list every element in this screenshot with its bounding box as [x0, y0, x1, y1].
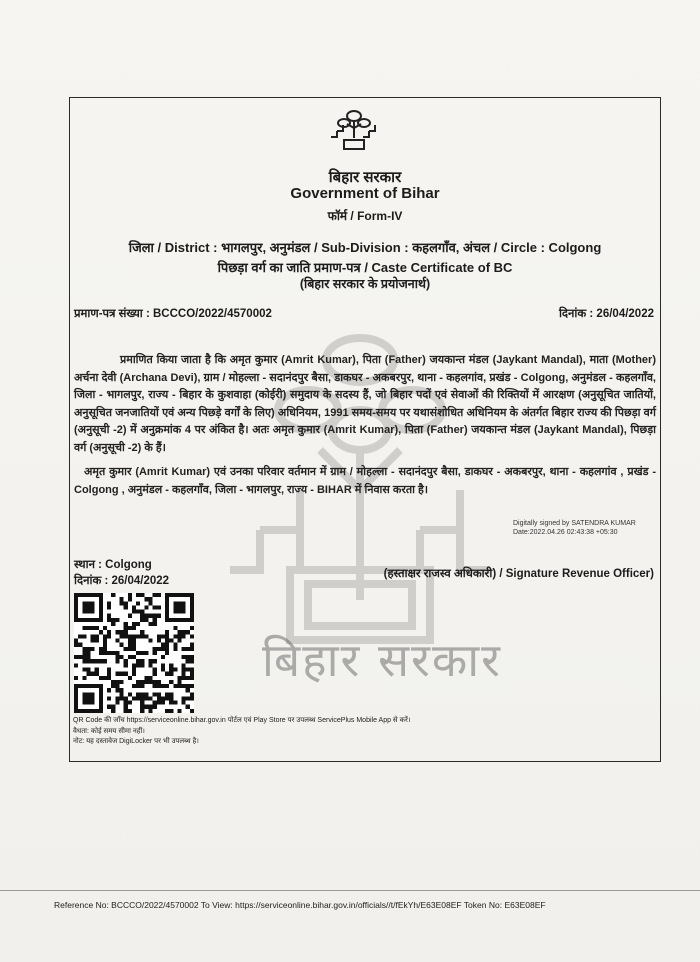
watermark-text: बिहार सरकार	[262, 633, 502, 687]
certificate-date: दिनांक : 26/04/2022	[558, 308, 654, 320]
place-label: स्थान : Colgong	[74, 559, 152, 571]
certificate-purpose: (बिहार सरकार के प्रयोजनार्थ)	[299, 277, 431, 291]
digital-signature-date: Date:2022.04.26 02:43:38 +05:30	[513, 529, 618, 536]
certificate-title: पिछड़ा वर्ग का जाति प्रमाण-पत्र / Caste Certificate of BC	[217, 260, 513, 275]
note-digilocker: नोट: यह दस्तावेज DigiLocker पर भी उपलब्ध है।	[73, 738, 199, 745]
qr-code-icon[interactable]	[74, 593, 194, 713]
note-validity: वैधता: कोई समय सीमा नहीं।	[73, 727, 145, 735]
place-date: दिनांक : 26/04/2022	[74, 575, 170, 587]
reference-footer: Reference No: BCCCO/2022/4570002 To View: https://serviceonline.bihar.gov.in/officials//t/fEkYh/E63E08EF Token No: E63E08EF	[54, 900, 546, 910]
certificate-paragraph-1: प्रमाणित किया जाता है कि अमृत कुमार (Amrit Kumar), पिता (Father) जयकान्त मंडल (Jaykant Mandal), माता (Mother) अर्चना देवी (Archana Devi), ग्राम / मोहल्ला - सदानंदपुर बैसा, डाकघर - अकबरपुर, थाना - कहलगांव, प्रखंड - Colgong, अनुमंडल - कहलगाँव, जिला - भागलपुर, राज्य - बिहार के कुशवाहा (कोईरी) समुदाय के सदस्य हैं, जो बिहार पदों एवं सेवाओं की रिक्तियों में आरक्षण (अनुसूचित जातियों, अनुसूचित जनजातियों एवं अन्य पिछड़े वर्गों के लिए) अधिनियम, 1991 समय-समय पर यथासंशोधित अधिनियम के अंतर्गत बिहार राज्य की पिछड़ा वर्ग (अनुसूची -2) में अनुक्रमांक 4 पर अंकित है। अतः अमृत कुमार (Amrit Kumar), पिता (Father) जयकान्त मंडल (Jaykant Mandal), पिछड़ा वर्ग (अनुसूची -2) के हैं।	[74, 354, 656, 454]
digital-signature-signer: Digitally signed by SATENDRA KUMAR	[513, 520, 636, 527]
bihar-emblem-icon	[329, 106, 379, 156]
signature-label: (हस्ताक्षर राजस्व अधिकारी) / Signature Revenue Officer)	[383, 568, 654, 580]
certificate-paragraph-2: अमृत कुमार (Amrit Kumar) एवं उनका परिवार वर्तमान में ग्राम / मोहल्ला - सदानंदपुर बैसा, डाकघर - अकबरपुर, थाना - कहलगांव , प्रखंड - Colgong , अनुमंडल - कहलगाँव, जिला - भागलपुर, राज्य - BIHAR में निवास करता है।	[74, 466, 656, 496]
title-english: Government of Bihar	[290, 185, 440, 202]
certificate-number: प्रमाण-पत्र संख्या : BCCCO/2022/4570002	[74, 308, 272, 320]
verification-notes	[73, 716, 411, 748]
title-hindi: बिहार सरकार	[328, 169, 402, 186]
digital-signature	[513, 519, 636, 537]
place-block	[74, 557, 169, 589]
district-line: जिला / District : भागलपुर, अनुमंडल / Sub-Division : कहलगाँव, अंचल / Circle : Colgong	[128, 240, 602, 255]
note-qr-verify: QR Code की जाँच https://serviceonline.bihar.gov.in पोर्टल एवं Play Store पर उपलब्ध ServicePlus Mobile App से करें।	[73, 717, 411, 724]
footer-divider	[0, 890, 700, 891]
form-number: फॉर्म / Form-IV	[327, 209, 403, 223]
